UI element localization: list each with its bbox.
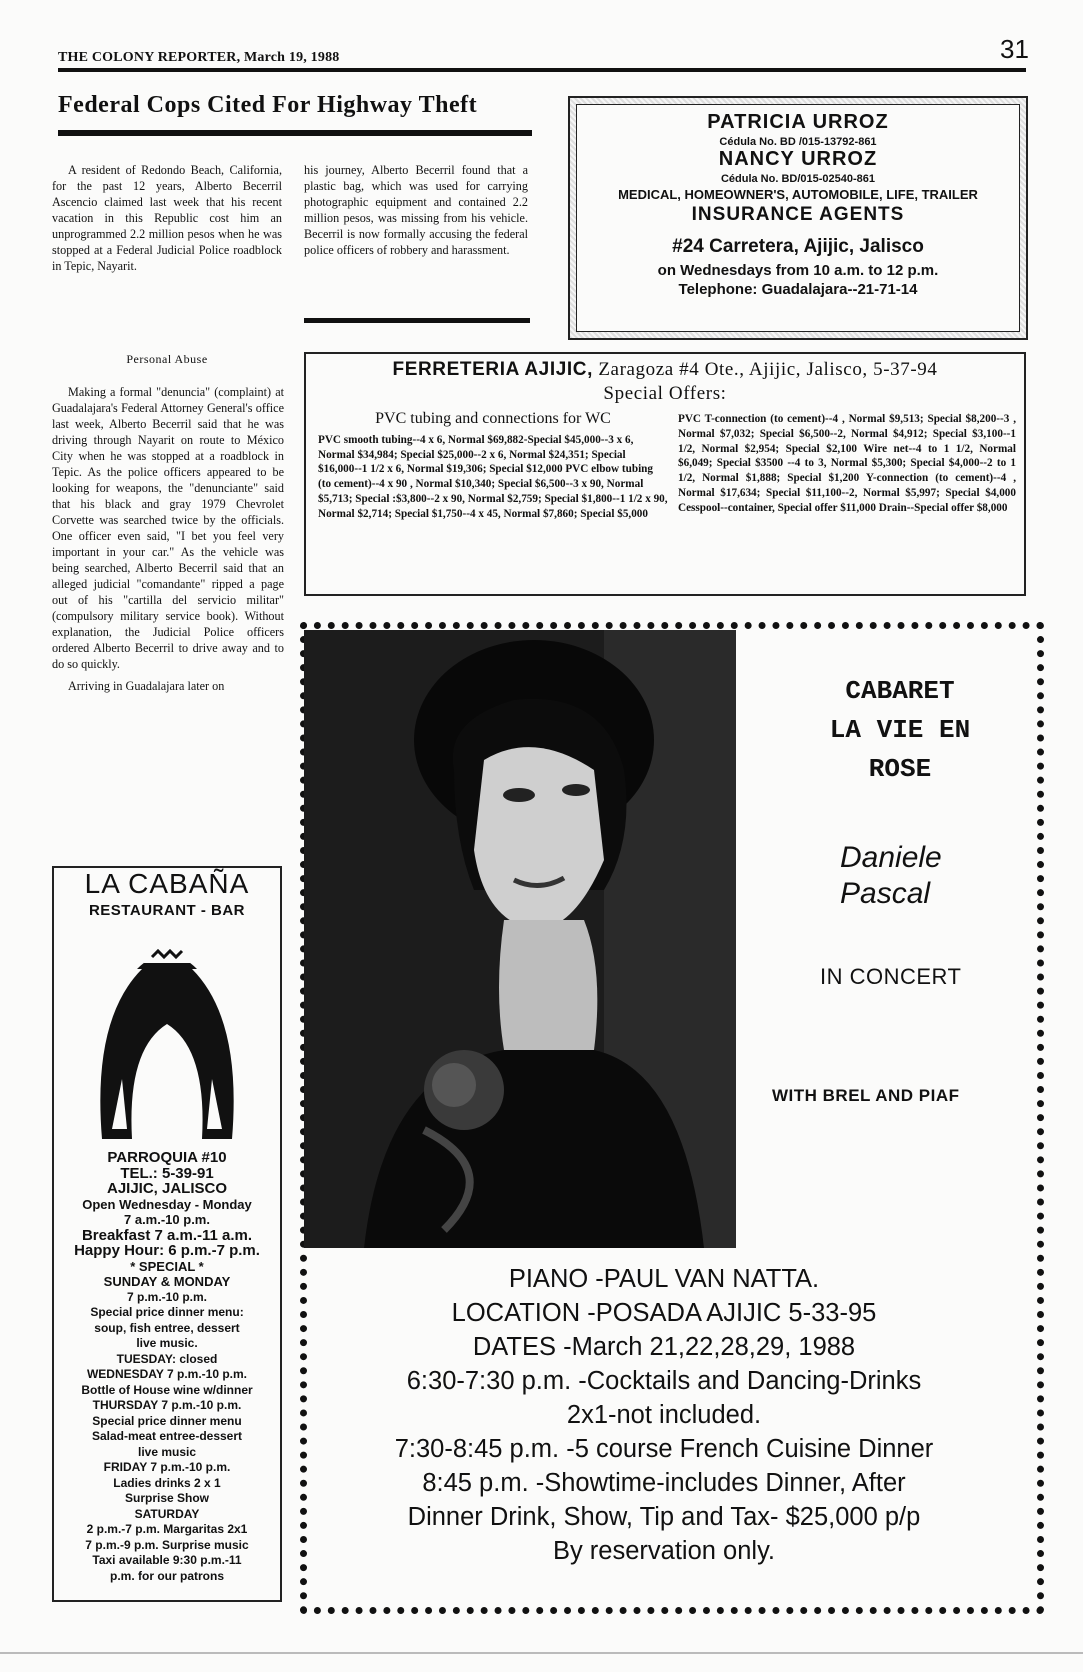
cabaret-title-line: CABARET [845,676,955,706]
detail-line: PIANO -PAUL VAN NATTA. [508,1265,820,1293]
article-subhead: Personal Abuse [126,352,208,366]
cabaret-title [780,672,1020,789]
info-line: Bottle of House wine w/dinner [81,1382,253,1397]
info-line: 7 p.m.-9 p.m. Surprise music [85,1537,249,1552]
insurance-agents-label: INSURANCE AGENTS [691,204,905,225]
detail-line: By reservation only. [552,1537,776,1565]
restaurant-name: LA CABAÑA [84,868,250,899]
agent-name: PATRICIA URROZ [707,111,889,133]
masthead: THE COLONY REPORTER, March 19, 1988 [58,50,340,65]
detail-line: 6:30-7:30 p.m. -Cocktails and Dancing-Drinks [406,1367,922,1395]
info-line: TEL.: 5-39-91 [120,1165,214,1181]
cabaret-details [304,1262,1024,1568]
article-headline: Federal Cops Cited For Highway Theft [58,92,478,118]
info-line: Salad-meat entree-dessert [91,1429,243,1443]
info-line: Surprise Show [124,1491,210,1505]
info-line: Open Wednesday - Monday [82,1196,252,1212]
cabaret-title-line: ROSE [868,754,932,784]
ferreteria-title [306,358,1024,406]
ferreteria-name: FERRETERIA AJIJIC, [392,359,593,380]
article-paragraph: A resident of Redondo Beach, California, for the past 12 years, Alberto Becerril Ascencio claimed last week that his recent vacation in this Republic cost him an unprogrammed 2.2 million pesos when he was stopped at a Federal Judicial Police roadblock in Tepic, Nayarit. [52,163,282,273]
info-line: SUNDAY & MONDAY [103,1274,231,1289]
performer-last-name: Pascal [840,877,931,910]
info-line: Breakfast 7 a.m.-11 a.m. [81,1227,253,1243]
info-line: Special price dinner menu [92,1413,242,1428]
masthead-rule [58,68,1026,72]
cedula-number: Cédula No. BD /015-13792-861 [719,136,877,148]
page-number: 31 [1000,34,1029,64]
restaurant-subtitle: RESTAURANT - BAR [88,902,246,919]
pvc-prices: PVC smooth tubing--4 x 6, Normal $69,882-Special $45,000--3 x 6, Normal $34,984; Special $25,000--2 x 6, Normal $24,351; Special $16,000--1 1/2 x 6, Normal $19,306; Special $12,000 PVC elbow tubing (to cement)--4 x 90 , Normal $10,340; Special $6,500--3 x 90, Normal $5,713; Special :$3,800--2 x 90, Normal $2,759; Special $1,800--1 1/2 x 90, Normal $2,714; Special $1,750--4 x 45, Normal $7,860; Special $5,000 [318,433,668,520]
info-line: FRIDAY 7 p.m.-10 p.m. [103,1460,231,1474]
info-line: Happy Hour: 6 p.m.-7 p.m. [74,1243,260,1259]
insurance-lines: MEDICAL, HOMEOWNER'S, AUTOMOBILE, LIFE, TRAILER [618,187,978,202]
performer-photo [304,630,736,1248]
ferreteria-offers-left [318,412,668,522]
info-line: Ladies drinks 2 x 1 [113,1475,221,1490]
restaurant-info [54,1150,280,1584]
la-cabana-ad [52,866,282,1602]
info-line: AJIJIC, JALISCO [106,1181,228,1197]
detail-line: 8:45 p.m. -Showtime-includes Dinner, After [422,1469,906,1497]
detail-line: LOCATION -POSADA AJIJIC 5-33-95 [451,1299,877,1327]
page-bottom-edge [0,1652,1083,1654]
detail-line: 7:30-8:45 p.m. -5 course French Cuisine Dinner [394,1435,934,1463]
info-line: Taxi available 9:30 p.m.-11 [92,1553,242,1567]
pvc-title: PVC tubing and connections for WC [375,410,611,427]
agent-name: NANCY URROZ [718,148,878,170]
article-column-1 [52,162,282,280]
info-line: WEDNESDAY 7 p.m.-10 p.m. [86,1367,248,1381]
performer-name [840,840,1020,912]
cabaret-title-line: LA VIE EN [829,715,971,745]
info-line: live music. [136,1336,198,1350]
info-line: 7 p.m.-10 p.m. [126,1289,208,1304]
article-column-1-continued [52,384,284,700]
insurance-hours: on Wednesdays from 10 a.m. to 12 p.m. [657,262,939,279]
detail-line: Dinner Drink, Show, Tip and Tax- $25,000 p/p [407,1503,921,1531]
cabana-hut-logo-icon [82,929,252,1139]
info-line: TUESDAY: closed [116,1351,218,1366]
insurance-address: #24 Carretera, Ajijic, Jalisco [672,236,924,257]
info-line: THURSDAY 7 p.m.-10 p.m. [92,1398,242,1412]
info-line: soup, fish entree, dessert [94,1320,240,1335]
info-line: live music [137,1444,197,1459]
detail-line: DATES -March 21,22,28,29, 1988 [472,1333,856,1361]
in-concert-label: IN CONCERT [820,964,962,989]
performer-first-name: Daniele [840,841,942,874]
article-paragraph: Making a formal "denuncia" (complaint) at Guadalajara's Federal Attorney General's office last week, Alberto Becerril said that he was driving through Nayarit on route to México City when he was stopped at a roadblock in Tepic. As the police officers appeared to be looking for weapons, the "denunciante" said that his black and gray 1979 Chevrolet Corvette was searched twice by the officials. One officer even said, "I bet you feel very important in your car." As the vehicle was being searched, Alberto Becerril said that an alleged judicial "comandante" ripped a page out of his "cartilla del servicio militar" (compulsory military service book). Without explanation, the Judicial Police officers ordered Alberto Becerril to drive away and to do so quickly. [52,385,284,671]
article-column-2 [304,162,528,264]
info-line: 2 p.m.-7 p.m. Margaritas 2x1 [86,1522,248,1536]
special-offers-label: Special Offers: [603,383,727,404]
article-paragraph: Arriving in Guadalajara later on [68,679,225,693]
headline-rule [58,130,532,136]
ferreteria-ad [304,352,1026,596]
info-line: SATURDAY [134,1506,200,1521]
info-line: PARROQUIA #10 [107,1150,227,1166]
article-paragraph: his journey, Alberto Becerril found that a plastic bag, which was used for carrying photographic equipment and contained 2.2 million pesos, was missing from his vehicle. Becerril is now formally accusing the federal police officers of robbery and harassment. [304,163,528,257]
insurance-telephone: Telephone: Guadalajara--21-71-14 [678,281,918,298]
performer-portrait-icon [304,630,736,1248]
detail-line: 2x1-not included. [566,1401,762,1429]
cedula-number: Cédula No. BD/015-02540-861 [720,173,876,185]
info-line: p.m. for our patrons [110,1568,224,1583]
ferreteria-address: Zaragoza #4 Ote., Ajijic, Jalisco, 5-37-94 [592,359,938,380]
ferreteria-offers-right: PVC T-connection (to cement)--4 , Normal $9,513; Special $8,200--3 , Normal $7,032; Special $6,500--2, Normal $4,912; Special $3,100--1 1/2, Normal $2,954; Special $2,100 Wire net--4 to 1 1/2, Normal $6,049; Special $3500 --4 to 3, Normal $5,300; Special $4,000--2 to 1 1/2, Normal $1,888; Special $1,200 Y-connection (to cement)--4 , Normal $17,634; Special $11,100--2, Normal $5,997; Special $4,000 Cesspool--container, Special offer $11,000 Drain--Special offer $8,000 [678,413,1016,514]
info-line: Special price dinner menu: [90,1305,244,1319]
with-brel-piaf-label: WITH BREL AND PIAF [772,1086,960,1105]
column-rule [304,318,530,323]
info-line: 7 a.m.-10 p.m. [124,1212,210,1227]
info-line: * SPECIAL * [130,1258,204,1274]
insurance-ad [568,96,1028,340]
